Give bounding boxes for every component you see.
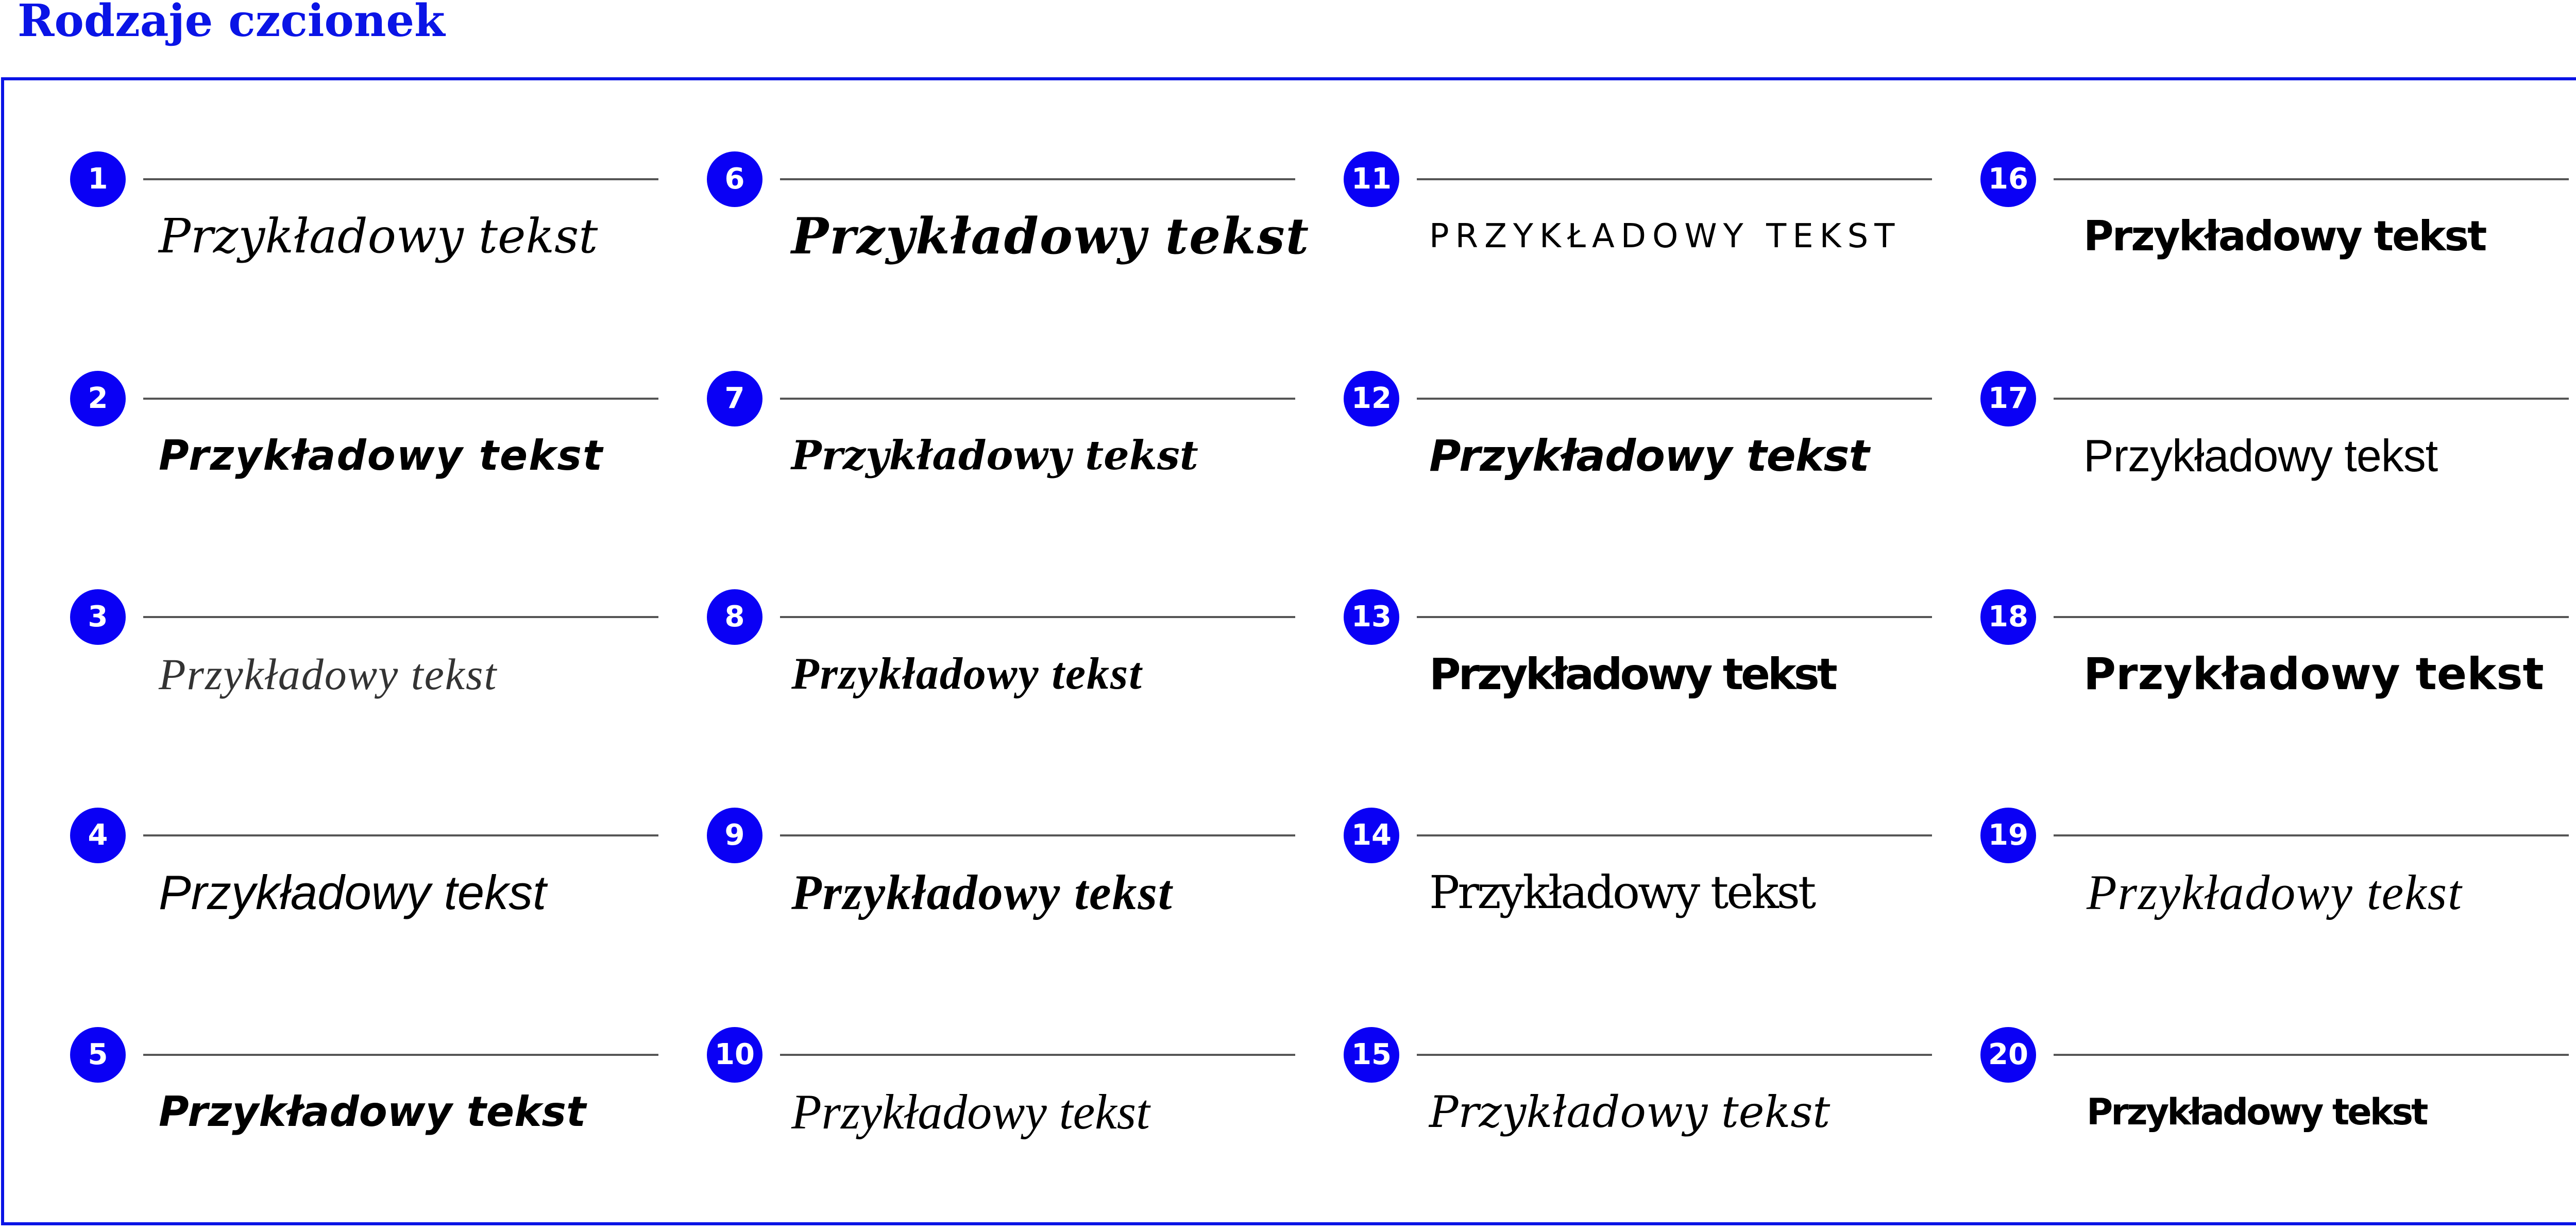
sample-number-badge: 11 <box>1344 151 1399 207</box>
font-sample-12 <box>1344 371 1982 556</box>
sample-divider <box>1417 398 1932 400</box>
sample-divider <box>143 616 658 618</box>
font-sample-4 <box>70 808 709 993</box>
sample-number-badge: 19 <box>1980 808 2036 863</box>
sample-divider <box>143 1054 658 1056</box>
sample-number-badge: 15 <box>1344 1027 1399 1083</box>
sample-divider <box>2054 398 2569 400</box>
sample-number-badge: 7 <box>707 371 762 426</box>
sample-number-badge: 16 <box>1980 151 2036 207</box>
sample-number-badge: 5 <box>70 1027 126 1083</box>
font-sample-6 <box>707 151 1346 337</box>
sample-divider <box>780 834 1295 836</box>
sample-number-badge: 2 <box>70 371 126 426</box>
sample-text: Przykładowy tekst <box>159 649 498 699</box>
sample-text: Przykładowy tekst <box>2083 212 2486 260</box>
sample-number-badge: 17 <box>1980 371 2036 426</box>
sample-number-badge: 10 <box>707 1027 762 1083</box>
font-sample-20 <box>1980 1027 2576 1212</box>
sample-number-badge: 1 <box>70 151 126 207</box>
sample-text: Przykładowy tekst <box>1429 1087 1831 1137</box>
font-sample-14 <box>1344 808 1982 993</box>
font-sample-8 <box>707 589 1346 775</box>
sample-number-badge: 13 <box>1344 589 1399 645</box>
sample-divider <box>143 398 658 400</box>
sample-text: Przykładowy tekst <box>791 432 1198 479</box>
sample-divider <box>1417 834 1932 836</box>
font-sample-15 <box>1344 1027 1982 1212</box>
sample-divider <box>1417 178 1932 180</box>
font-sample-13 <box>1344 589 1982 775</box>
sample-text: PRZYKŁADOWY TEKST <box>1429 217 1901 255</box>
sample-text: Przykładowy tekst <box>2083 648 2544 700</box>
sample-text: Przykładowy tekst <box>2087 865 2463 920</box>
sample-divider <box>780 398 1295 400</box>
font-sample-3 <box>70 589 709 775</box>
sample-divider <box>143 834 658 836</box>
font-samples-panel <box>1 77 2576 1225</box>
sample-text: Przykładowy tekst <box>159 432 604 480</box>
font-sample-2 <box>70 371 709 556</box>
sample-divider <box>780 1054 1295 1056</box>
font-sample-11 <box>1344 151 1982 337</box>
sample-text: Przykładowy tekst <box>159 865 547 919</box>
sample-divider <box>2054 1054 2569 1056</box>
sample-text: Przykładowy tekst <box>791 865 1173 920</box>
sample-text: Przykładowy tekst <box>1429 866 1815 919</box>
sample-text: Przykładowy tekst <box>791 207 1310 265</box>
sample-number-badge: 3 <box>70 589 126 645</box>
sample-divider <box>1417 616 1932 618</box>
sample-text: Przykładowy tekst <box>159 1088 586 1136</box>
sample-divider <box>2054 178 2569 180</box>
sample-text: Przykładowy tekst <box>1429 649 1835 699</box>
sample-divider <box>143 178 658 180</box>
font-sample-9 <box>707 808 1346 993</box>
font-sample-19 <box>1980 808 2576 993</box>
sample-number-badge: 9 <box>707 808 762 863</box>
sample-number-badge: 14 <box>1344 808 1399 863</box>
sample-text: Przykładowy tekst <box>791 1084 1150 1139</box>
sample-divider <box>1417 1054 1932 1056</box>
sample-text: Przykładowy tekst <box>1429 431 1869 481</box>
font-sample-1 <box>70 151 709 337</box>
sample-text: Przykładowy tekst <box>2087 1091 2427 1133</box>
font-sample-5 <box>70 1027 709 1212</box>
font-sample-18 <box>1980 589 2576 775</box>
font-sample-17 <box>1980 371 2576 556</box>
sample-divider <box>2054 834 2569 836</box>
sample-number-badge: 4 <box>70 808 126 863</box>
sample-number-badge: 8 <box>707 589 762 645</box>
sample-number-badge: 18 <box>1980 589 2036 645</box>
sample-text: Przykładowy tekst <box>159 209 598 264</box>
page-title: Rodzaje czcionek <box>18 0 445 47</box>
sample-divider <box>2054 616 2569 618</box>
font-sample-16 <box>1980 151 2576 337</box>
sample-text: Przykładowy tekst <box>791 649 1143 699</box>
font-sample-7 <box>707 371 1346 556</box>
font-sample-10 <box>707 1027 1346 1212</box>
sample-number-badge: 20 <box>1980 1027 2036 1083</box>
sample-number-badge: 12 <box>1344 371 1399 426</box>
sample-number-badge: 6 <box>707 151 762 207</box>
sample-divider <box>780 178 1295 180</box>
sample-divider <box>780 616 1295 618</box>
sample-text: Przykładowy tekst <box>2083 430 2438 481</box>
